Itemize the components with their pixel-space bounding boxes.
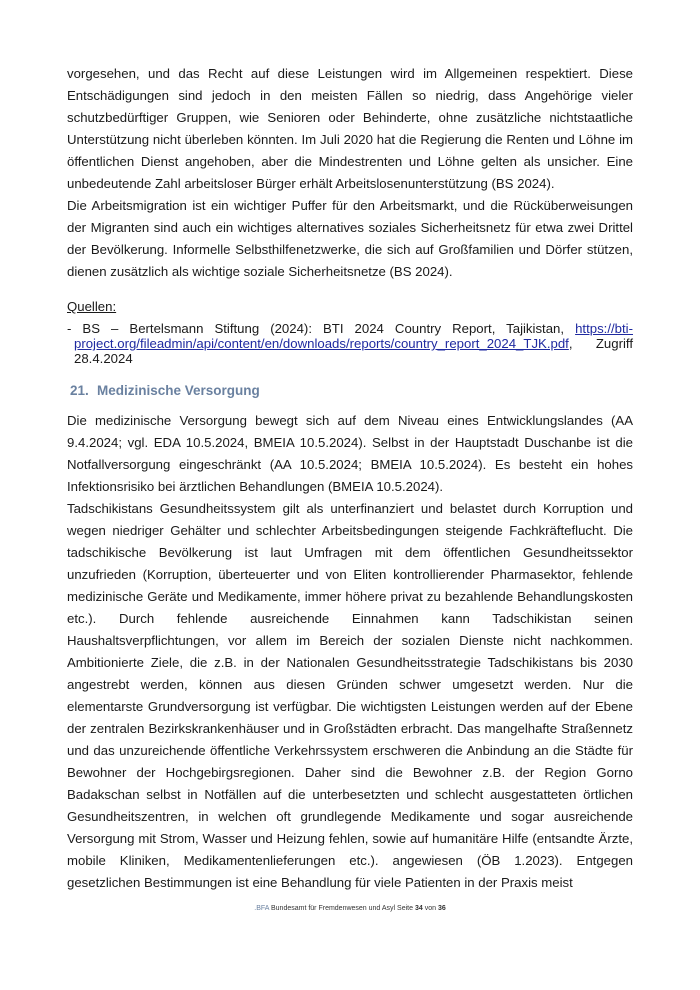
bfa-logo-text: .BFA [254,905,270,912]
sources-block [67,298,633,366]
paragraph-labor-migration: Die Arbeitsmigration ist ein wichtiger Puffer für den Arbeitsmarkt, und die Rücküberweisungen der Migranten sind auch ein wichtiges alternatives soziales Sicherheitsnetz für etwa zwei Drittel der Bevölkerung. Informelle Selbsthilfenetzwerke, die sich auf Großfamilien und Dörfer stützen, dienen zusätzlich als wichtige soziale Sicherheitsnetze (BS 2024). [67,198,633,279]
sources-label: Quellen: [67,299,117,314]
source-citation: - BS – Bertelsmann Stiftung (2024): BTI 2024 Country Report, Tajikistan, [67,321,565,336]
footer-org: Bundesamt für Fremdenwesen und Asyl Seite [269,905,415,912]
footer-page-number: 34 [414,905,423,912]
source-access-date: , Zugriff 28.4.2024 [74,336,633,366]
section-heading [67,382,633,400]
section-number: 21. [70,383,89,398]
source-item [67,321,633,366]
section-title: Medizinische Versorgung [97,383,260,398]
paragraph-medical-level: Die medizinische Versorgung bewegt sich auf dem Niveau eines Entwicklungslandes (AA 9.4.2024; vgl. EDA 10.5.2024, BMEIA 10.5.2024). Selbst in der Hauptstadt Duschanbe ist die Notfallversorgung eingeschränkt (AA 10.5.2024; BMEIA 10.5.2024). Es besteht ein hohes Infektionsrisiko bei ärztlichen Behandlungen (BMEIA 10.5.2024). [67,413,633,494]
footer-of: von [422,905,438,912]
paragraph-social-compensation: vorgesehen, und das Recht auf diese Leistungen wird im Allgemeinen respektiert. Diese Entschädigungen sind jedoch in den meisten Fällen so niedrig, dass Angehörige vieler schutzbedürftiger Gruppen, wie Senioren oder Behinderte, ohne zusätzliche nichtstaatliche Unterstützung nicht überleben könnten. Im Juli 2020 hat die Regierung die Renten und Löhne im öffentlichen Dienst angehoben, aber die Mindestrenten und Löhne gelten als unsicher. Eine unbedeutende Zahl arbeitsloser Bürger erhält Arbeitslosenunterstützung (BS 2024). [67,66,633,191]
source-link[interactable]: https://bti-project.org/fileadmin/api/content/en/downloads/reports/country_report_2024_TJK.pdf [74,321,633,351]
footer-page-total: 36 [437,905,446,912]
paragraph-health-system: Tadschikistans Gesundheitssystem gilt als unterfinanziert und belastet durch Korruption und wegen niedriger Gehälter und schlechter Arbeitsbedingungen steigende Fachkräfteflucht. Die tadschikische Bevölkerung ist laut Umfragen mit dem öffentlichen Gesundheitssektor unzufrieden (Korruption, überteuerter und von Eliten kontrollierender Pharmasektor, fehlende medizinische Geräte und Medikamente, immer höhere privat zu bezahlende Behandlungskosten etc.). Durch fehlende ausreichende Einnahmen kann Tadschikistan seinen Haushaltsverpflichtungen, vor allem im Bereich der sozialen Dienste nicht nachkommen. Ambitionierte Ziele, die z.B. in der Nationalen Gesundheitsstrategie Tadschikistans bis 2030 angestrebt werden, können aus diesen Gründen schwer umgesetzt werden. Nur die elementarste Grundversorgung ist verfügbar. Die wichtigsten Leistungen werden auf der Ebene der zentralen Bezirkskrankenhäuser und in Großstädten erbracht. Das mangelhafte Straßennetz und das unzureichende öffentliche Verkehrssystem erschweren die Anbindung an die Städte für Bewohner der Hochgebirgsregionen. Daher sind die Bewohner z.B. der Region Gorno Badakschan selbst in Notfällen auf die unterbesetzten und schlecht ausgestatteten örtlichen Gesundheitszentren, in welchen oft grundlegende Medikamente und sogar ausreichende Versorgung mit Strom, Wasser und Heizung fehlen, sowie auf humanitäre Hilfe (entsandte Ärzte, mobile Kliniken, Medikamentenlieferungen etc.). angewiesen (ÖB 1.2023). Entgegen gesetzlichen Bestimmungen ist eine Behandlung für viele Patienten in der Praxis meist [67,501,633,890]
page-footer [0,905,700,912]
document-page [67,63,633,894]
